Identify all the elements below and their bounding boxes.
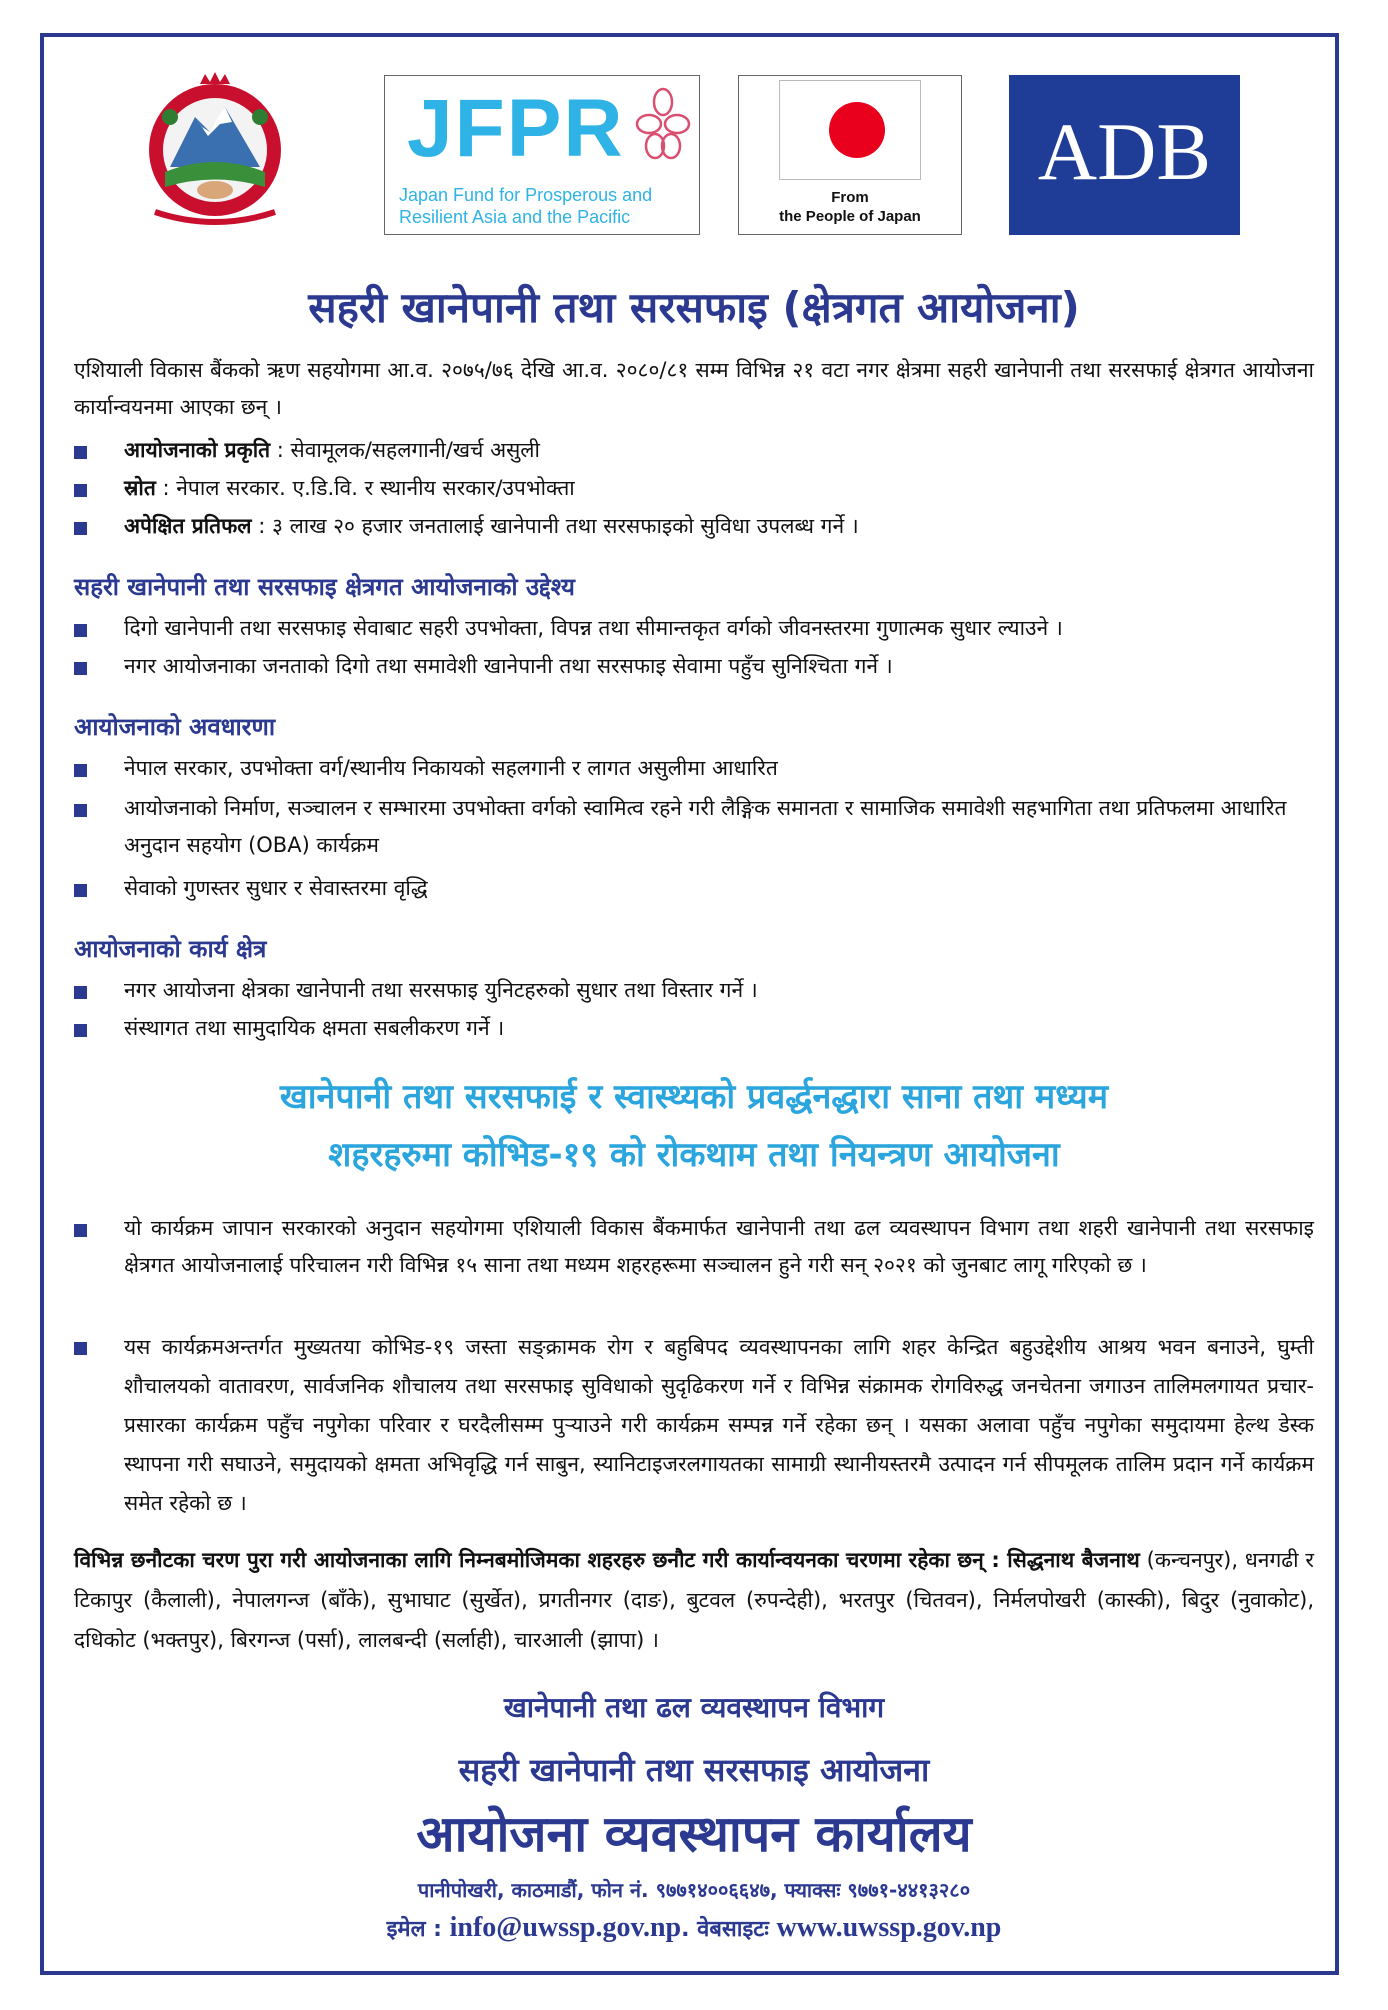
concept-heading: आयोजनाको अवधारणा bbox=[74, 713, 276, 741]
jfpr-logo bbox=[384, 75, 700, 235]
objective-text: नगर आयोजनाका जनताको दिगो तथा समावेशी खानेपानी तथा सरसफाइ सेवामा पहुँच सुनिश्चिता गर्ने । bbox=[124, 654, 893, 678]
scope-item bbox=[74, 972, 1314, 1009]
bullet-icon bbox=[74, 446, 87, 459]
bullet-icon bbox=[74, 1224, 87, 1237]
objective-item bbox=[74, 648, 1314, 685]
bullet-icon bbox=[74, 804, 87, 817]
adb-logo bbox=[1009, 75, 1240, 235]
bullet-icon bbox=[74, 662, 87, 675]
selection-lead: विभिन्न छनौटका चरण पुरा गरी आयोजनाका लागि निम्नबमोजिमका शहरहरु छनौट गरी कार्यान्वयनका चरणमा रहेका छन् : सिद्धनाथ बैजनाथ bbox=[74, 1548, 1140, 1572]
footer-project: सहरी खानेपानी तथा सरसफाइ आयोजना bbox=[458, 1751, 930, 1789]
bullet-icon bbox=[74, 522, 87, 535]
partner-logos bbox=[140, 72, 1240, 237]
bullet-icon bbox=[74, 986, 87, 999]
covid-text: यो कार्यक्रम जापान सरकारको अनुदान सहयोगमा एशियाली विकास बैंकमार्फत खानेपानी तथा ढल व्यवस्थापन विभाग तथा शहरी खानेपानी तथा सरसफाइ क्षेत्रगत आयोजनालाई परिचालन गरी विभिन्न १५ साना तथा मध्यम शहरहरूमा सञ्चालन हुने गरी सन् २०२१ को जुनबाट लागू गरिएको छ । bbox=[124, 1216, 1314, 1277]
fact-item bbox=[74, 432, 1314, 469]
fact-item bbox=[74, 470, 1314, 507]
email-link[interactable]: info@uwssp.gov.np bbox=[449, 1912, 682, 1943]
fact-label: स्रोत bbox=[124, 476, 156, 500]
blossom-icon bbox=[635, 86, 691, 166]
adb-wordmark: ADB bbox=[1037, 106, 1212, 197]
bullet-icon bbox=[74, 1342, 87, 1355]
email-label: इमेल : bbox=[386, 1917, 450, 1942]
jfpr-caption bbox=[399, 184, 652, 228]
concept-item bbox=[74, 750, 1314, 787]
bullet-icon bbox=[74, 484, 87, 497]
footer-contact bbox=[40, 1912, 1348, 1944]
concept-text: सेवाको गुणस्तर सुधार र सेवास्तरमा वृद्धि bbox=[124, 876, 428, 900]
bullet-icon bbox=[74, 884, 87, 897]
covid-title-line2: शहरहरुमा कोभिड-१९ को रोकथाम तथा नियन्त्रण आयोजना bbox=[328, 1135, 1060, 1175]
footer-address: पानीपोखरी, काठमाडौं, फोन नं. ९७७१४००६६४७, फ्याक्सः ९७७१-४४१३२८० bbox=[417, 1878, 971, 1902]
bullet-icon bbox=[74, 1024, 87, 1037]
japan-caption-line1: From bbox=[831, 189, 869, 206]
scope-text: नगर आयोजना क्षेत्रका खानेपानी तथा सरसफाइ युनिटहरुको सुधार तथा विस्तार गर्ने । bbox=[124, 978, 758, 1002]
scope-text: संस्थागत तथा सामुदायिक क्षमता सबलीकरण गर्ने । bbox=[124, 1016, 505, 1040]
selection-cities: (कन्चनपुर), धनगढी र टिकापुर (कैलाली), नेपालगन्ज (बाँके), सुभाघाट (सुर्खेत), प्रगतीनगर (दाङ), बुटवल (रुपन्देही), भरतपुर (चितवन), निर्मलपोखरी (कास्की), बिदुर (नुवाकोट), दधिकोट (भक्तपुर), बिरगन्ज (पर्सा), लालबन्दी (सर्लाही), चारआली (झापा) । bbox=[74, 1548, 1314, 1652]
scope-heading: आयोजनाको कार्य क्षेत्र bbox=[74, 935, 267, 963]
bullet-icon bbox=[74, 624, 87, 637]
page-title: सहरी खानेपानी तथा सरसफाइ (क्षेत्रगत आयोजना) bbox=[308, 283, 1080, 332]
concept-text: नेपाल सरकार, उपभोक्ता वर्ग/स्थानीय निकायको सहलगानी र लागत असुलीमा आधारित bbox=[124, 756, 778, 780]
jfpr-caption-line1: Japan Fund for Prosperous and bbox=[399, 185, 653, 205]
japan-flag-icon bbox=[779, 80, 921, 180]
jfpr-wordmark: JFPR bbox=[407, 83, 625, 174]
concept-item bbox=[74, 870, 1314, 907]
fact-label: आयोजनाको प्रकृति bbox=[124, 438, 271, 462]
objective-text: दिगो खानेपानी तथा सरसफाइ सेवाबाट सहरी उपभोक्ता, विपन्न तथा सीमान्तकृत वर्गको जीवनस्तरमा गुणात्मक सुधार ल्याउने । bbox=[124, 616, 1063, 640]
objective-item bbox=[74, 610, 1314, 647]
fact-text: : सेवामूलक/सहलगानी/खर्च असुली bbox=[270, 438, 540, 462]
footer-office: आयोजना व्यवस्थापन कार्यालय bbox=[416, 1805, 972, 1863]
jfpr-caption-line2: Resilient Asia and the Pacific bbox=[399, 207, 631, 227]
bullet-icon bbox=[74, 764, 87, 777]
intro-paragraph: एशियाली विकास बैंकको ऋण सहयोगमा आ.व. २०७५/७६ देखि आ.व. २०८०/८१ सम्म विभिन्न २१ वटा नगर क्षेत्रमा सहरी खानेपानी तथा सरसफाई क्षेत्रगत आयोजना कार्यान्वयनमा आएका छन् । bbox=[74, 358, 1314, 419]
website-link[interactable]: www.uwssp.gov.np bbox=[776, 1912, 1002, 1943]
covid-item bbox=[74, 1210, 1314, 1284]
covid-title-line1: खानेपानी तथा सरसफाई र स्वास्थ्यको प्रवर्द्धनद्धारा साना तथा मध्यम bbox=[279, 1077, 1109, 1117]
concept-item bbox=[74, 790, 1314, 864]
footer-department: खानेपानी तथा ढल व्यवस्थापन विभाग bbox=[503, 1691, 885, 1724]
japan-logo bbox=[738, 75, 962, 235]
website-label: . वेबसाइटः bbox=[681, 1917, 777, 1942]
fact-item bbox=[74, 508, 1314, 545]
selection-paragraph bbox=[74, 1540, 1314, 1660]
japan-caption bbox=[739, 188, 961, 226]
covid-item bbox=[74, 1328, 1314, 1523]
fact-text: : नेपाल सरकार. ए.डि.वि. र स्थानीय सरकार/उपभोक्ता bbox=[155, 476, 575, 500]
concept-text: आयोजनाको निर्माण, सञ्चालन र सम्भारमा उपभोक्ता वर्गको स्वामित्व रहने गरी लैङ्गिक समानता र सामाजिक समावेशी सहभागिता तथा प्रतिफलमा आधारित अनुदान सहयोग (OBA) कार्यक्रम bbox=[124, 796, 1287, 857]
covid-text: यस कार्यक्रमअन्तर्गत मुख्यतया कोभिड-१९ जस्ता सङ्क्रामक रोग र बहुबिपद व्यवस्थापनका लागि शहर केन्द्रित बहुउद्देशीय आश्रय भवन बनाउने, घुम्ती शौचालयको वातावरण, सार्वजनिक शौचालय तथा सरसफाइ सुविधाको सुदृढिकरण गर्ने र विभिन्न संक्रामक रोगविरुद्ध जनचेतना जगाउन तालिमलगायत प्रचार-प्रसारका कार्यक्रम पहुँच नपुगेका परिवार र घरदैलीसम्म पुर्‍याउने गरी कार्यक्रम सम्पन्न गर्ने रहेका छन् । यसका अलावा पहुँच नपुगेका समुदायमा हेल्थ डेस्क स्थापना गरी सघाउने, समुदायको क्षमता अभिवृद्धि गर्न साबुन, स्यानिटाइजरलगायतका सामाग्री स्थानीयस्तरमै उत्पादन गर्न सीपमूलक तालिम प्रदान गर्ने कार्यक्रम समेत रहेको छ । bbox=[124, 1335, 1314, 1515]
japan-caption-line2: the People of Japan bbox=[779, 208, 921, 225]
fact-label: अपेक्षित प्रतिफल bbox=[124, 514, 252, 538]
objective-heading: सहरी खानेपानी तथा सरसफाइ क्षेत्रगत आयोजनाको उद्देश्य bbox=[74, 573, 575, 601]
fact-text: : ३ लाख २० हजार जनतालाई खानेपानी तथा सरसफाइको सुविधा उपलब्ध गर्ने । bbox=[251, 514, 859, 538]
scope-item bbox=[74, 1010, 1314, 1047]
